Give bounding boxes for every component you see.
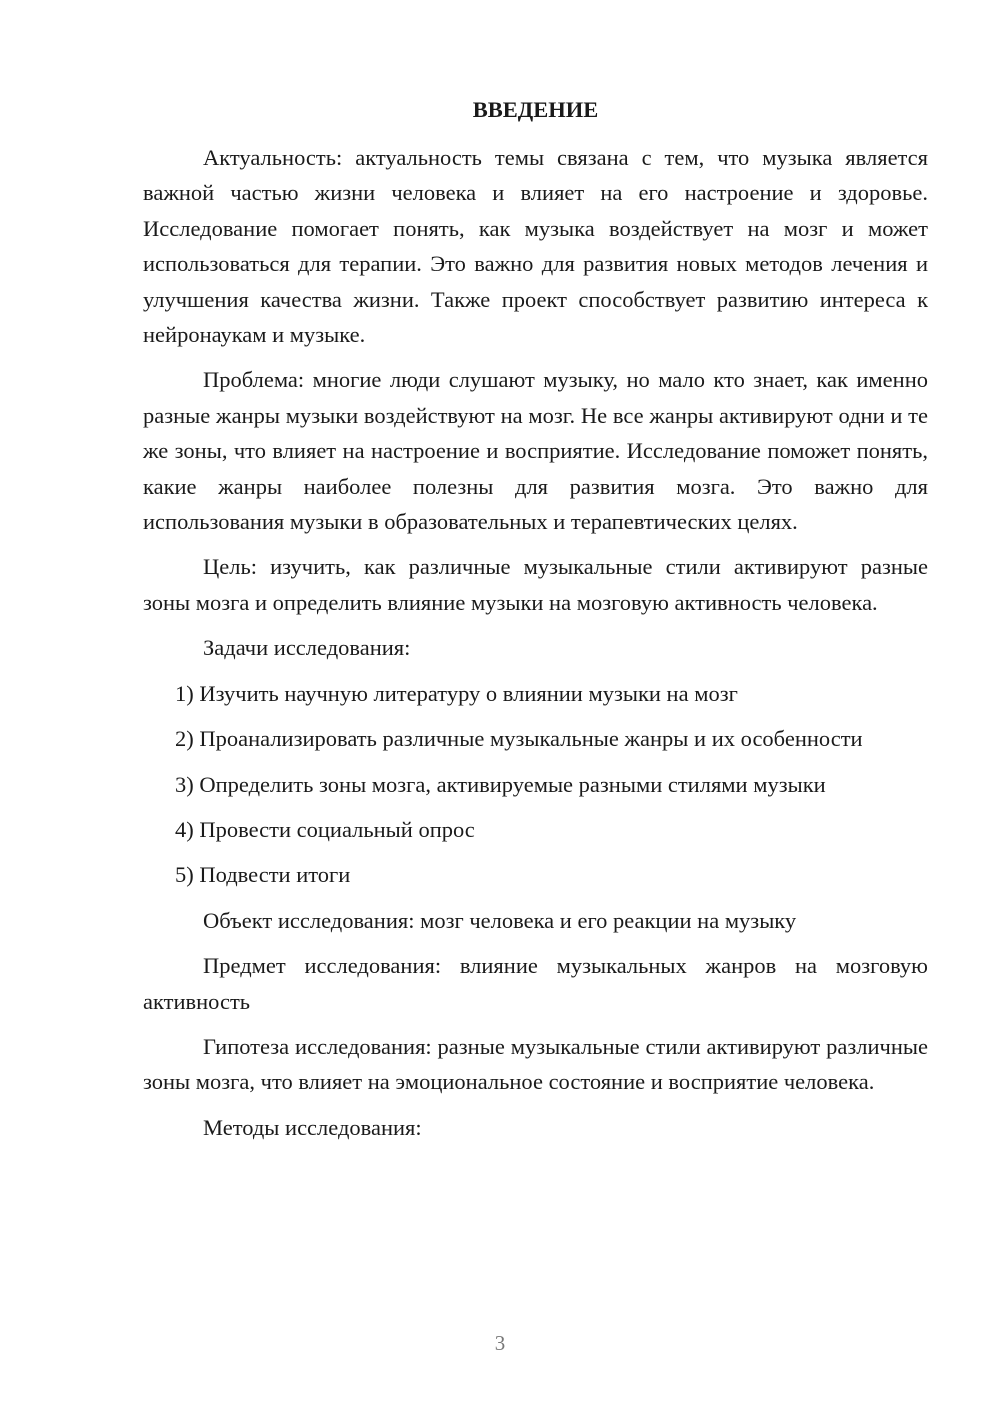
- paragraph-hypothesis: Гипотеза исследования: разные музыкальные стили активируют различные зоны мозга, что влияет на эмоциональное состояние и восприятие человека.: [143, 1033, 928, 1095]
- paragraph-relevance: Актуальность: актуальность темы связана с тем, что музыка является важной частью жизни человека и влияет на его настроение и здоровье. Исследование помогает понять, как музыка воздействует на мозг и может использоваться для терапии. Это важно для развития новых методов лечения и улучшения качества жизни. Также проект способствует развитию интереса к нейронаукам и музыке.: [143, 145, 928, 348]
- document-page: [143, 92, 928, 1145]
- task-item-3: 3) Определить зоны мозга, активируемые разными стилями музыки: [175, 771, 826, 797]
- task-item-5: 5) Подвести итоги: [175, 862, 351, 888]
- task-item-2: 2) Проанализировать различные музыкальные жанры и их особенности: [175, 726, 863, 752]
- task-item-1: 1) Изучить научную литературу о влиянии музыки на мозг: [175, 680, 738, 706]
- methods-heading: Методы исследования:: [203, 1114, 422, 1140]
- task-item-4: 4) Провести социальный опрос: [175, 816, 475, 842]
- paragraph-object: Объект исследования: мозг человека и его реакции на музыку: [203, 907, 797, 933]
- page-number: 3: [494, 1331, 506, 1355]
- paragraph-subject: Предмет исследования: влияние музыкальных жанров на мозговую активность: [143, 953, 928, 1014]
- paragraph-goal: Цель: изучить, как различные музыкальные стили активируют разные зоны мозга и определить влияние музыки на мозговую активность человека.: [143, 554, 928, 615]
- section-title: ВВЕДЕНИЕ: [472, 97, 599, 122]
- tasks-heading: Задачи исследования:: [203, 635, 411, 661]
- paragraph-problem: Проблема: многие люди слушают музыку, но мало кто знает, как именно разные жанры музыки воздействуют на мозг. Не все жанры активируют одни и те же зоны, что влияет на настроение и восприятие. Исследование поможет понять, какие жанры наиболее полезны для развития мозга. Это важно для использования музыки в образовательных и терапевтических целях.: [143, 367, 928, 535]
